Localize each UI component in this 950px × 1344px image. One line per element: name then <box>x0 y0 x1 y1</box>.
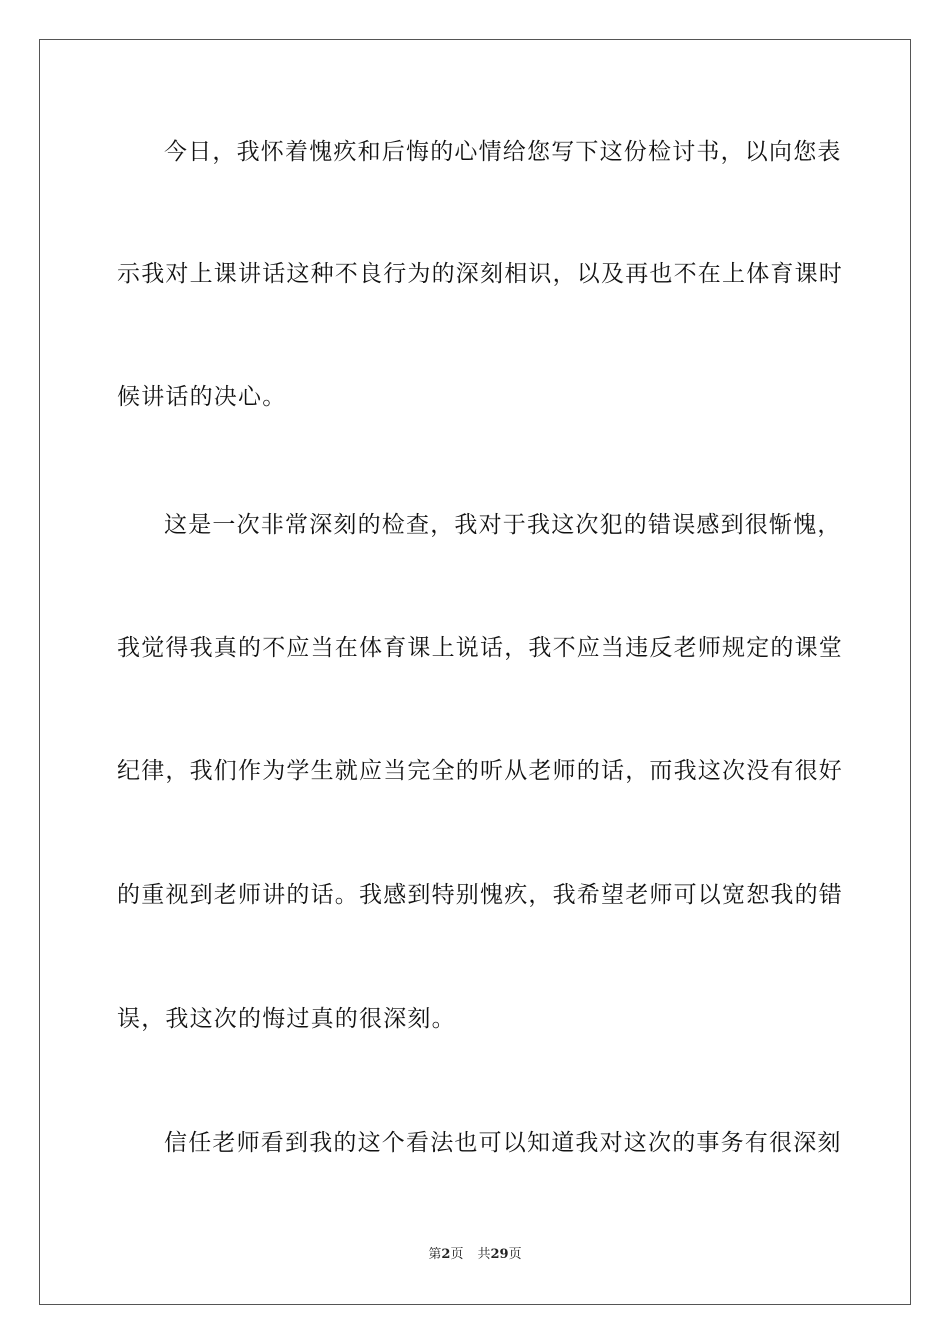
footer-page-suffix: 页 <box>450 1247 464 1262</box>
footer-page-number: 2 <box>441 1247 451 1262</box>
footer-total-prefix: 共 <box>477 1247 491 1262</box>
paragraph-1-line-3: 候讲话的决心。 <box>117 384 287 410</box>
paragraph-2-line-4: 的重视到老师讲的话。我感到特别愧疚，我希望老师可以宽恕我的错 <box>117 882 843 908</box>
paragraph-2-line-5: 误，我这次的悔过真的很深刻。 <box>117 1006 456 1032</box>
paragraph-2-line-2: 我觉得我真的不应当在体育课上说话，我不应当违反老师规定的课堂 <box>117 635 843 661</box>
paragraph-2-line-3: 纪律，我们作为学生就应当完全的听从老师的话，而我这次没有很好 <box>117 758 843 784</box>
footer-total-pages: 29 <box>490 1247 509 1262</box>
paragraph-1-line-1: 今日，我怀着愧疚和后悔的心情给您写下这份检讨书，以向您表 <box>164 139 842 165</box>
paragraph-2-line-1: 这是一次非常深刻的检查，我对于我这次犯的错误感到很惭愧， <box>164 512 842 538</box>
paragraph-3-line-1: 信任老师看到我的这个看法也可以知道我对这次的事务有很深刻 <box>164 1130 842 1156</box>
page-footer <box>0 1246 950 1264</box>
footer-page-prefix: 第 <box>428 1247 442 1262</box>
footer-total-suffix: 页 <box>508 1247 522 1262</box>
paragraph-1-line-2: 示我对上课讲话这种不良行为的深刻相识，以及再也不在上体育课时 <box>117 261 843 287</box>
page-border <box>39 39 911 1305</box>
